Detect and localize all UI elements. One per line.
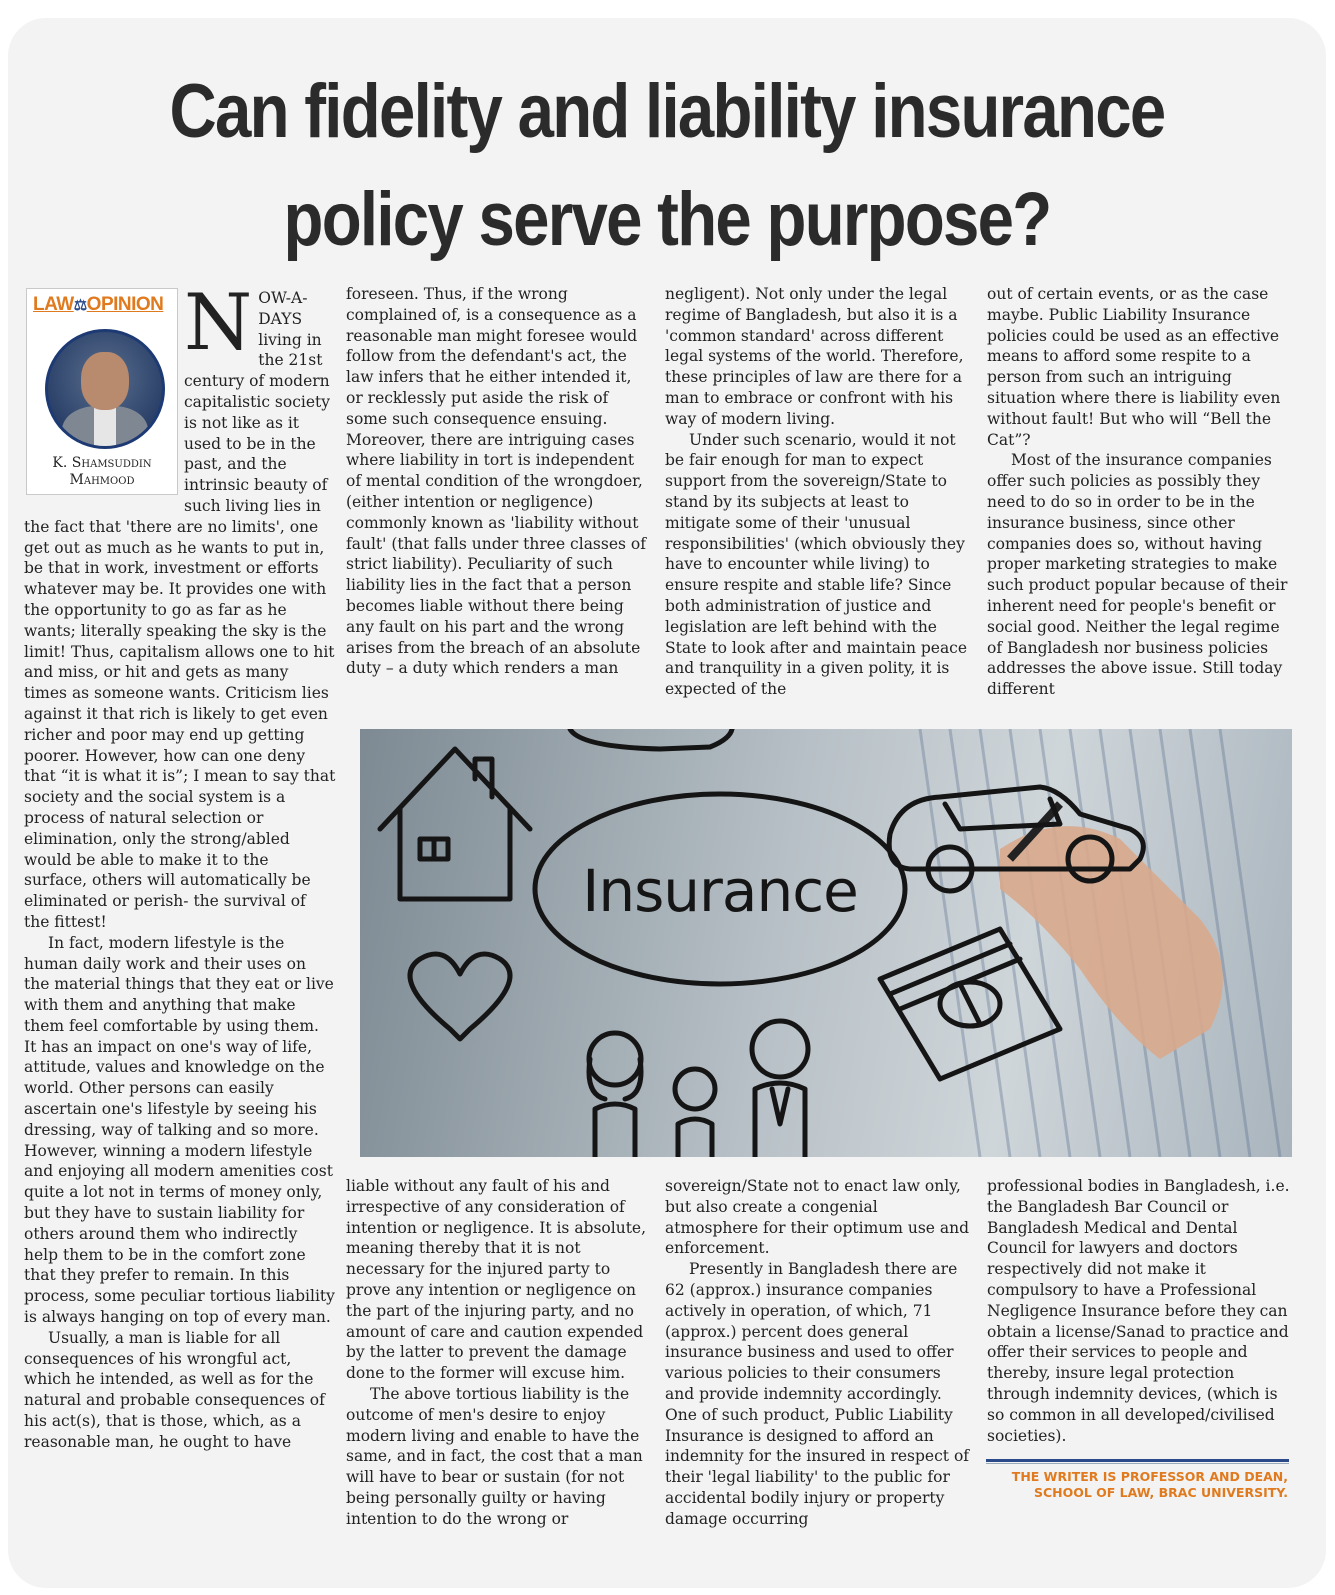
law-tag-right: OPINION	[86, 294, 164, 315]
article-headline	[100, 58, 1233, 274]
article-column-3-top	[665, 284, 970, 700]
article-column-2-top	[346, 284, 651, 679]
article-paragraph: out of certain events, or as the case maybe. Public Liability Insurance policies could be used as an effective means to afford some respite to a person from such an intriguing situation where there is liability even without fault! But who will “Bell the Cat”?	[987, 285, 1281, 449]
insurance-illustration-photo	[360, 729, 1292, 1157]
writer-credit: THE WRITER IS PROFESSOR AND DEAN, SCHOOL OF LAW, BRAC UNIVERSITY.	[1011, 1469, 1288, 1500]
article-paragraph: The above tortious liability is the outcome of men's desire to enjoy modern living and enable to have the same, and in fact, the cost that a man will have to bear or sustain (for not being personally guilty or having intention to do the wrong or	[346, 1384, 643, 1528]
article-column-4-bottom	[987, 1176, 1292, 1446]
law-opinion-tag	[33, 295, 173, 321]
article-paragraph: foreseen. Thus, if the wrong complained of, is a consequence as a reasonable man might foresee would follow from the defendant's act, the law infers that he either intended it, or recklessly put aside the risk of some such consequence ensuing. Moreover, there are intriguing cases where liability in tort is independent of mental condition of the wrongdoer,(either intention or negligence) commonly known as 'liability without fault' (that falls under three classes of strict liability). Peculiarity of such liability lies in the fact that a person becomes liable without there being any fault on his part and the wrong arises from the breach of an absolute duty – a duty which renders a man	[346, 285, 646, 678]
headline-line-1: Can fidelity and liability insurance	[169, 69, 1165, 154]
footer-divider-thin	[986, 1463, 1289, 1464]
newspaper-page	[8, 18, 1326, 1588]
paragraph-text: OW-A-DAYS living in the 21st century of modern capitalistic society is not like as it used to be in the past, and the intrinsic beauty of such living lies in the fact that 'there are no limits', one get out as much as he wants to put in, be that in work, investment or efforts whatever may be. It provides one with the opportunity to go as far as he wants; literally speaking the sky is the limit! Thus, capitalism allows one to hit and miss, or hit and gets as many times as someone wants. Criticism lies against it that rich is likely to get even richer and poor may end up getting poorer. However, how can one deny that “it is what it is”; I mean to say that society and the social system is a process of natural selection or elimination, only the strong/abled would be able to make it to the surface, others will automatically be eliminated or perish- the survival of the fittest!	[24, 289, 336, 931]
author-avatar	[45, 329, 165, 449]
author-name	[27, 455, 177, 489]
article-paragraph: Presently in Bangladesh there are 62 (approx.) insurance companies actively in operation, of which, 71 (approx.) percent does general insurance business and used to offer various policies to their consumers and provide indemnity accordingly. One of such product, Public Liability Insurance is designed to afford an indemnity for the insured in respect of their 'legal liability' to the public for accidental bodily injury or property damage occurring	[665, 1260, 970, 1528]
law-opinion-badge	[24, 288, 176, 498]
article-paragraph: In fact, modern lifestyle is the human daily work and their uses on the material things that they eat or live with them and anything that make them feel comfortable by using them. It has an impact on one's way of life, attitude, values and knowledge on the world. Other persons can easily ascertain one's lifestyle by seeing his dressing, way of talking and so more. However, winning a modern lifestyle and enjoying all modern amenities cost quite a lot not in terms of money only, but they have to sustain liability for others around them who indirectly help them to be in the comfort zone that they prefer to remain. In this process, some peculiar tortious liability is always hanging on top of every man.	[24, 933, 335, 1327]
article-paragraph: professional bodies in Bangladesh, i.e. the Bangladesh Bar Council or Bangladesh Medical and Dental Council for lawyers and doctors respectively did not make it compulsory to have a Professional Negligence Insurance before they can obtain a license/Sanad to practice and offer their services to people and thereby, insure legal protection through indemnity devices, (which is so common in all developed/civilised societies).	[987, 1177, 1290, 1445]
drop-cap: N	[184, 278, 253, 368]
insurance-label: Insurance	[582, 857, 858, 925]
article-paragraph: Usually, a man is liable for all consequences of his wrongful act, which he intended, as well as for the natural and probable consequences of his act(s), that is those, which, as a reasonable man, he ought to have	[24, 1328, 325, 1451]
gavel-icon: ⚖	[73, 297, 87, 314]
article-paragraph: negligent). Not only under the legal regime of Bangladesh, but also it is a 'common standard' across different legal systems of the world. Therefore, these principles of law are there for a man to embrace or confront with his way of modern living.	[665, 285, 964, 428]
headline-line-2: policy serve the purpose?	[283, 177, 1051, 262]
insurance-doodles	[360, 729, 1292, 1157]
article-column-2-bottom	[346, 1176, 651, 1530]
author-name-line-1: K. Shamsuddin	[52, 455, 152, 471]
article-paragraph: Under such scenario, would it not be fair enough for man to expect support from the sovereign/State to stand by its subjects at least to mitigate some of their 'unusual responsibilities' (which obviously they have to encounter while living) to ensure respite and stable life? Since both administration of justice and legislation are left behind with the State to look after and maintain peace and tranquility in a given polity, it is expected of the	[665, 430, 968, 699]
law-tag-left: LAW	[33, 294, 74, 315]
footer-divider	[986, 1459, 1289, 1462]
article-column-3-bottom	[665, 1176, 970, 1530]
article-paragraph: Most of the insurance companies offer such policies as possibly they need to do so in order to be in the insurance business, since other companies does so, without having proper marketing strategies to make such product popular because of their inherent need for people's benefit or social good. Neither the legal regime of Bangladesh nor business policies addresses the above issue. Still today different	[987, 451, 1288, 699]
family-icon	[589, 1033, 641, 1085]
article-paragraph: sovereign/State not to enact law only, but also create a congenial atmosphere for their optimum use and enforcement.	[665, 1177, 970, 1258]
author-name-line-2: Mahmood	[69, 472, 135, 488]
article-column-1	[24, 278, 336, 1453]
article-column-4-top	[987, 284, 1292, 700]
article-paragraph: liable without any fault of his and irrespective of any consideration of intention or negligence. It is absolute, meaning thereby that it is not necessary for the injured party to prove any intention or negligence on the part of the injuring party, and no amount of care and caution expended by the latter to prevent the damage done to the former will excuse him.	[346, 1177, 647, 1383]
